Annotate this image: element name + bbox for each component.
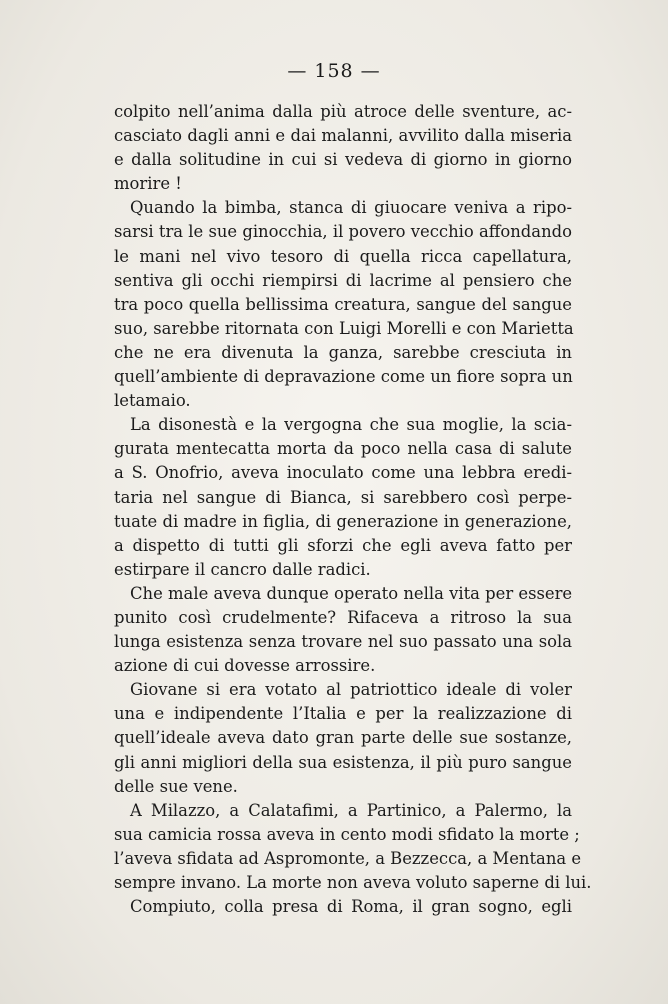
text-line: tra poco quella bellissima creatura, sangue del sangue [114, 294, 572, 314]
text-line: taria nel sangue di Bianca, si sarebbero così perpe- [114, 487, 572, 507]
text-line: sempre invano. La morte non aveva voluto saperne di lui. [114, 873, 592, 892]
text-line: quell’ambiente di depravazione come un fiore sopra un [114, 367, 573, 387]
text-line: casciato dagli anni e dai malanni, avvilito dalla miseria [114, 126, 572, 146]
text-line: estirpare il cancro dalle radici. [114, 559, 371, 579]
text-line: Che male aveva dunque operato nella vita per essere [130, 583, 573, 603]
text-line: letamaio. [114, 391, 191, 411]
text-line: che ne era divenuta la ganza, sarebbe cresciuta in [114, 342, 572, 362]
text-line: sarsi tra le sue ginocchia, il povero vecchio affondando [114, 222, 572, 242]
text-line: Giovane si era votato al patriottico ideale di voler [130, 680, 572, 700]
text-line: azione di cui dovesse arrossire. [114, 656, 376, 676]
body-text [114, 100, 592, 919]
text-line: sua camicia rossa aveva in cento modi sfidato la morte ; [114, 824, 580, 844]
text-line: La disonestà e la vergogna che sua moglie, la scia- [130, 415, 572, 435]
text-line: colpito nell’anima dalla più atroce delle sventure, ac- [114, 102, 572, 121]
text-line: delle sue vene. [114, 776, 238, 796]
text-line: morire ! [114, 174, 182, 194]
text-line: suo, sarebbe ritornata con Luigi Morelli e con Marietta [114, 318, 574, 338]
text-line: gurata mentecatta morta da poco nella casa di salute [114, 439, 572, 459]
text-line: A Milazzo, a Calatafimi, a Partinico, a Palermo, la [130, 800, 572, 820]
text-line: quell’ideale aveva dato gran parte delle sue sostanze, [114, 728, 572, 748]
text-line: punito così crudelmente? Rifaceva a ritroso la sua [114, 607, 572, 627]
text-line: gli anni migliori della sua esistenza, il più puro sangue [114, 752, 572, 772]
text-line: una e indipendente l’Italia e per la realizzazione di [114, 704, 572, 724]
text-line: a S. Onofrio, aveva inoculato come una lebbra eredi- [114, 463, 572, 483]
text-line: Quando la bimba, stanca di giuocare veniva a ripo- [130, 198, 572, 218]
text-line: l’aveva sfidata ad Aspromonte, a Bezzecca, a Mentana e [114, 848, 582, 868]
text-line: Compiuto, colla presa di Roma, il gran sogno, egli [130, 897, 572, 917]
text-line: le mani nel vivo tesoro di quella ricca capellatura, [114, 246, 572, 266]
text-line: sentiva gli occhi riempirsi di lacrime al pensiero che [114, 270, 572, 290]
text-line: e dalla solitudine in cui si vedeva di giorno in giorno [114, 150, 572, 170]
text-line: tuate di madre in figlia, di generazione in generazione, [114, 511, 572, 531]
text-line: lunga esistenza senza trovare nel suo passato una sola [114, 632, 572, 652]
text-line: a dispetto di tutti gli sforzi che egli aveva fatto per [114, 535, 572, 555]
page-number: — 158 — [287, 60, 381, 82]
